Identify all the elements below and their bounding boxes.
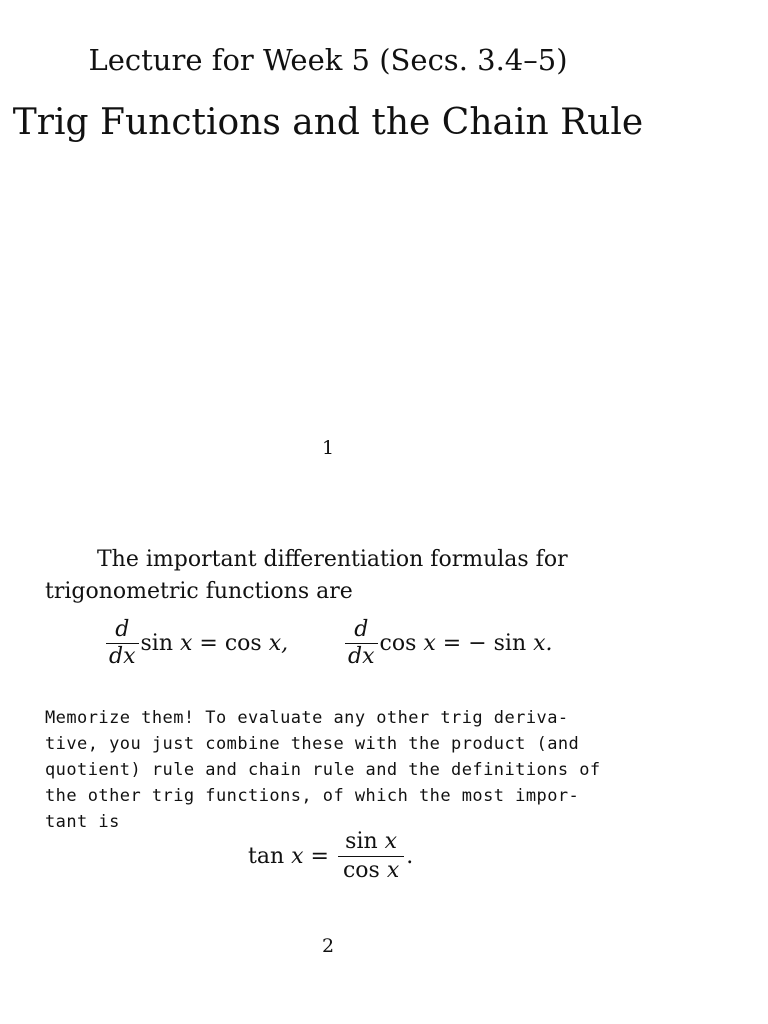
tangent-definition-formula [248,828,413,885]
variable: x [423,631,436,656]
fraction-denominator: dx [348,644,375,669]
fraction-denominator: dx [109,644,136,669]
function-name: sin [140,631,173,656]
result-variable: x, [268,631,289,656]
tangent-fraction [338,828,404,885]
page-number: 1 [321,437,335,459]
equals-sign: = [435,631,469,656]
fraction-numerator: d [115,617,130,642]
derivative-operator [345,617,378,670]
sine-derivative-formula [104,617,288,670]
denominator-function: cos [342,858,380,883]
numerator-function: sin [345,829,378,854]
function-name: cos [379,631,417,656]
formula-period: . [406,844,414,869]
intro-text: The important differentiation formulas for trigonometric functions are [45,547,568,604]
lecture-subtitle: Lecture for Week 5 (Secs. 3.4–5) [88,43,568,77]
result-function: cos [224,631,262,656]
denominator-variable: x [386,858,400,883]
memorize-paragraph: Memorize them! To evaluate any other trig deriva- tive, you just combine these with the product (and quotient) rule and chain rule and the definitions of the other trig functions, of which the most impor- tant is [45,708,601,832]
derivative-operator [106,617,139,670]
variable: x [180,631,193,656]
fraction-numerator [340,828,402,856]
lecture-title: Trig Functions and the Chain Rule [12,102,644,143]
fraction-denominator [338,857,404,885]
page-number: 2 [321,935,335,957]
equals-sign: = [192,631,225,656]
cosine-derivative-formula [343,617,553,670]
numerator-variable: x [384,829,398,854]
intro-paragraph [45,544,585,608]
result-variable: x. [533,631,553,656]
variable: x [291,844,304,869]
result-function: − sin [468,631,527,656]
fraction-numerator: d [354,617,369,642]
equals-sign: = [303,844,336,869]
function-name: tan [248,844,285,869]
